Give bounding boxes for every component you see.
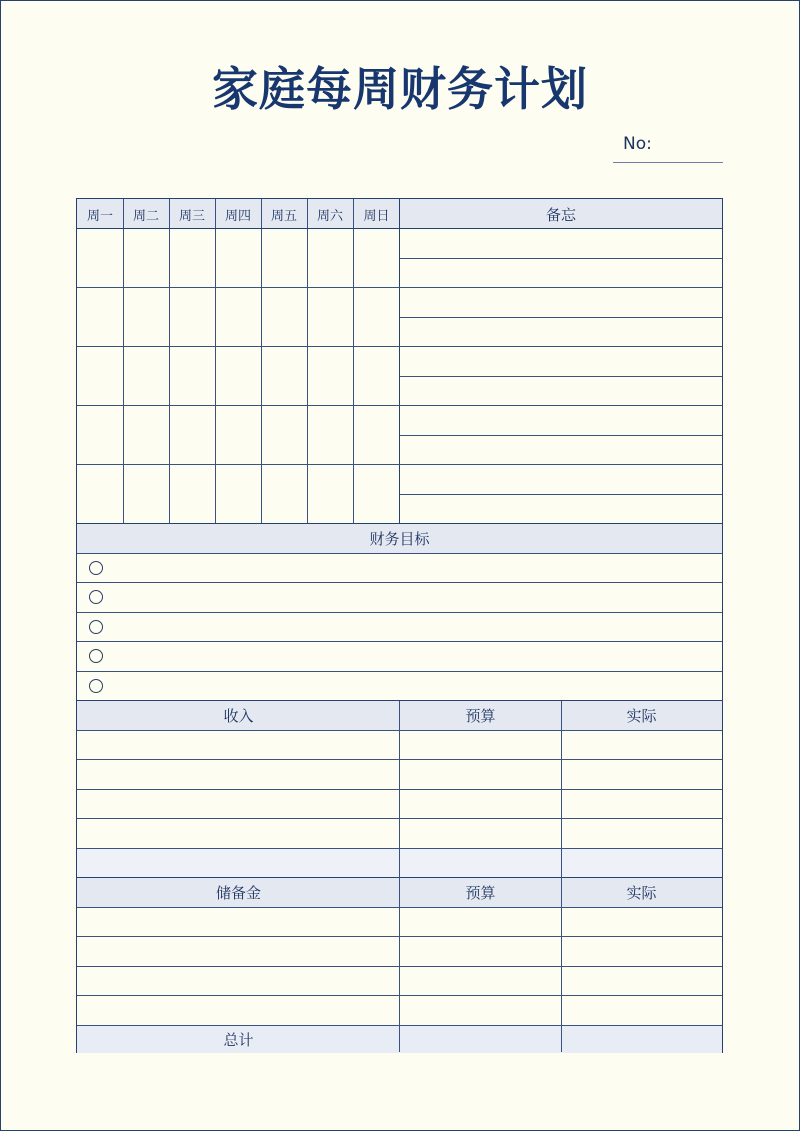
grid-line <box>261 199 262 524</box>
memo-header: 备忘 <box>400 199 722 229</box>
goal-checkbox[interactable] <box>89 649 103 663</box>
goal-checkbox[interactable] <box>89 590 103 604</box>
memo-line <box>400 435 722 436</box>
total-label: 总计 <box>77 1025 400 1053</box>
weekday-header-thu: 周四 <box>215 199 261 229</box>
number-label: No: <box>623 134 652 154</box>
goal-line <box>77 641 722 642</box>
table-column-line <box>399 701 400 1052</box>
weekday-header-mon: 周一 <box>77 199 123 229</box>
goal-line <box>77 612 722 613</box>
grid-line <box>77 287 722 288</box>
income-header: 收入 <box>77 701 400 730</box>
grid-line <box>123 199 124 524</box>
goal-checkbox[interactable] <box>89 561 103 575</box>
grid-line <box>77 464 722 465</box>
number-field[interactable] <box>613 132 723 163</box>
goal-line <box>77 671 722 672</box>
goal-checkbox[interactable] <box>89 679 103 693</box>
income-budget-header: 预算 <box>400 701 561 730</box>
memo-line <box>400 258 722 259</box>
section-line <box>77 553 722 554</box>
goal-checkbox[interactable] <box>89 620 103 634</box>
planner-sheet <box>76 198 723 1053</box>
reserve-actual-header: 实际 <box>561 878 722 907</box>
section-line <box>77 523 722 524</box>
grid-line <box>77 346 722 347</box>
reserve-header: 储备金 <box>77 878 400 907</box>
goals-header: 财务目标 <box>77 524 722 553</box>
weekday-header-wed: 周三 <box>169 199 215 229</box>
memo-divider <box>399 199 400 524</box>
grid-line <box>215 199 216 524</box>
weekday-header-tue: 周二 <box>123 199 169 229</box>
grid-line <box>307 199 308 524</box>
grid-line <box>77 405 722 406</box>
reserve-budget-header: 预算 <box>400 878 561 907</box>
memo-line <box>400 317 722 318</box>
page-title: 家庭每周财务计划 <box>212 62 588 116</box>
table-column-line <box>561 701 562 1052</box>
memo-line <box>400 376 722 377</box>
header-bottom-line <box>77 228 722 229</box>
weekday-header-fri: 周五 <box>261 199 307 229</box>
weekday-header-sun: 周日 <box>353 199 400 229</box>
income-actual-header: 实际 <box>561 701 722 730</box>
weekday-header-sat: 周六 <box>307 199 353 229</box>
memo-line <box>400 494 722 495</box>
goal-line <box>77 582 722 583</box>
grid-line <box>169 199 170 524</box>
grid-line <box>353 199 354 524</box>
